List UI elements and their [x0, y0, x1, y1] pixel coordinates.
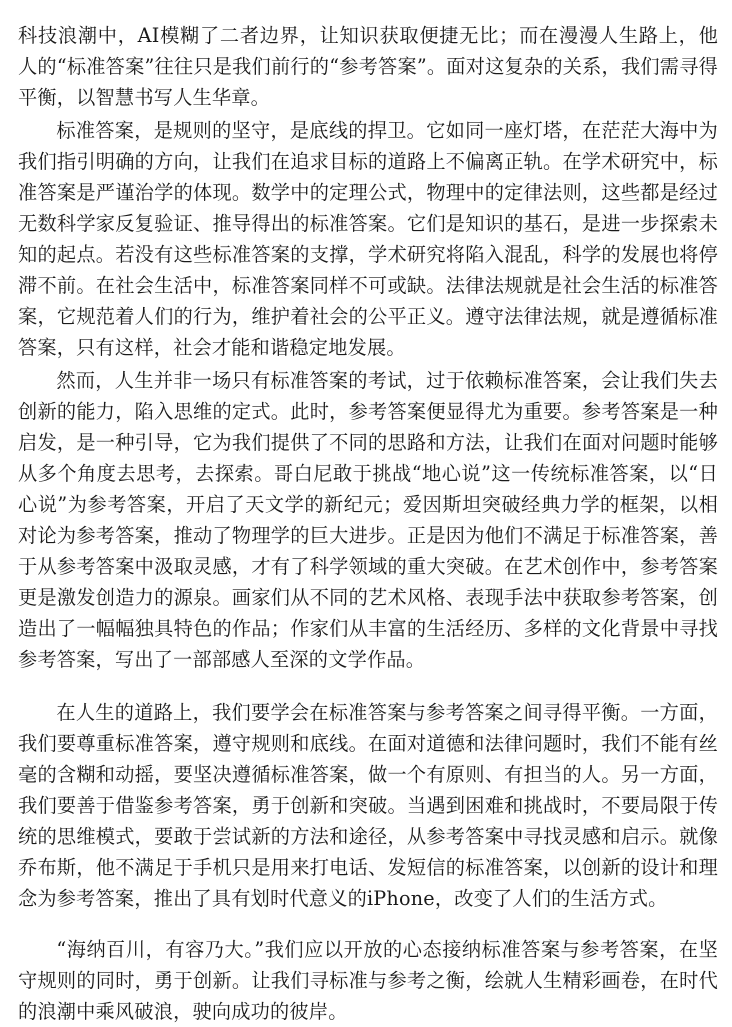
- essay-page: [18, 20, 718, 1027]
- paragraph-reference-answer: 然而，人生并非一场只有标准答案的考试，过于依赖标准答案，会让我们失去创新的能力，陷入思维的定式。此时，参考答案便显得尤为重要。参考答案是一种启发，是一种引导，它为我们提供了不同的思路和方法，让我们在面对问题时能够从多个角度去思考，去探索。哥白尼敢于挑战“地心说”这一传统标准答案，以“日心说”为参考答案，开启了天文学的新纪元；爱因斯坦突破经典力学的框架，以相对论为参考答案，推动了物理学的巨大进步。正是因为他们不满足于标准答案，善于从参考答案中汲取灵感，才有了科学领域的重大突破。在艺术创作中，参考答案更是激发创造力的源泉。画家们从不同的艺术风格、表现手法中获取参考答案，创造出了一幅幅独具特色的作品；作家们从丰富的生活经历、多样的文化背景中寻找参考答案，写出了一部部感人至深的文学作品。: [18, 369, 718, 671]
- paragraph-conclusion: “海纳百川，有容乃大。”我们应以开放的心态接纳标准答案与参考答案，在坚守规则的同时，勇于创新。让我们寻标准与参考之衡，绘就人生精彩画卷，在时代的浪潮中乘风破浪，驶向成功的彼岸。: [18, 938, 718, 1023]
- paragraph-standard-answer: 标准答案，是规则的坚守，是底线的捍卫。它如同一座灯塔，在茫茫大海中为我们指引明确的方向，让我们在追求目标的道路上不偏离正轨。在学术研究中，标准答案是严谨治学的体现。数学中的定理公式，物理中的定律法则，这些都是经过无数科学家反复验证、推导得出的标准答案。它们是知识的基石，是进一步探索未知的起点。若没有这些标准答案的支撑，学术研究将陷入混乱，科学的发展也将停滞不前。在社会生活中，标准答案同样不可或缺。法律法规就是社会生活的标准答案，它规范着人们的行为，维护着社会的公平正义。遵守法律法规，就是遵循标准答案，只有这样，社会才能和谐稳定地发展。: [18, 119, 718, 359]
- paragraph-intro: 科技浪潮中，AI模糊了二者边界，让知识获取便捷无比；而在漫漫人生路上，他人的“标准答案”往往只是我们前行的“参考答案”。面对这复杂的关系，我们需寻得平衡，以智慧书写人生华章。: [18, 24, 718, 109]
- paragraph-balance: 在人生的道路上，我们要学会在标准答案与参考答案之间寻得平衡。一方面，我们要尊重标准答案，遵守规则和底线。在面对道德和法律问题时，我们不能有丝毫的含糊和动摇，要坚决遵循标准答案，做一个有原则、有担当的人。另一方面，我们要善于借鉴参考答案，勇于创新和突破。当遇到困难和挑战时，不要局限于传统的思维模式，要敢于尝试新的方法和途径，从参考答案中寻找灵感和启示。就像乔布斯，他不满足于手机只是用来打电话、发短信的标准答案，以创新的设计和理念为参考答案，推出了具有划时代意义的iPhone，改变了人们的生活方式。: [18, 701, 718, 910]
